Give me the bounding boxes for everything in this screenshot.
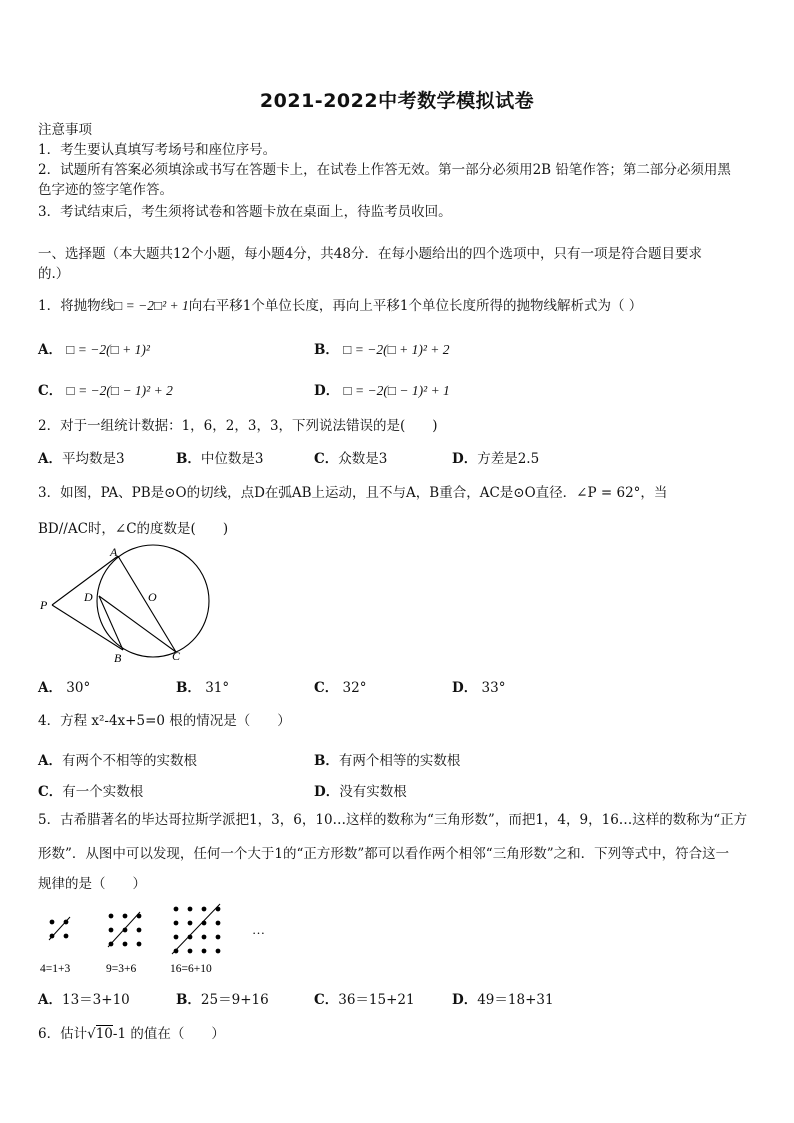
caption-2: 9=3+6	[106, 963, 137, 975]
q6-prefix: 6．估计	[38, 1026, 88, 1042]
notice-item: 1．考生要认真填写考场号和座位序号。	[38, 142, 277, 158]
page-title: 2021-2022中考数学模拟试卷	[259, 90, 535, 112]
q1-option-b[interactable]: B． □ = −2(□ + 1)² + 2	[314, 342, 450, 358]
q3-option-c[interactable]: C． 32°	[314, 680, 367, 696]
label-b: B	[114, 651, 122, 665]
q5-option-b[interactable]: B．25＝9+16	[176, 992, 269, 1008]
q2-option-c[interactable]: C．众数是3	[314, 451, 388, 467]
sqrt-sign: √	[87, 1026, 96, 1042]
question-1	[38, 296, 642, 316]
q6-radicand: 10	[95, 1026, 113, 1042]
q1-formula: □ = −2□² + 1	[114, 298, 189, 313]
notice-item: 3．考试结束后，考生须将试卷和答题卡放在桌面上，待监考员收回。	[38, 204, 452, 220]
question-5-cont2: 规律的是（ ）	[38, 876, 146, 892]
notice-item: 色字迹的签字笔作答。	[38, 182, 173, 198]
figure-ellipsis: …	[252, 922, 265, 937]
q4-option-c[interactable]: C．有一个实数根	[38, 784, 144, 800]
square-2x2	[49, 917, 70, 940]
question-3-cont: BD//AC时，∠C的度数是( )	[38, 521, 229, 537]
tangent-pb	[52, 605, 123, 650]
square-4x4	[172, 904, 220, 954]
q2-option-b[interactable]: B．中位数是3	[176, 451, 264, 467]
question-3: 3．如图，PA、PB是⊙O的切线，点D在弧AB上运动，且不与A，B重合，AC是⊙O直径．∠P = 62°，当	[38, 485, 668, 501]
q4-option-a[interactable]: A．有两个不相等的实数根	[38, 753, 197, 769]
label-a: A	[110, 545, 118, 559]
q2-option-a[interactable]: A．平均数是3	[38, 451, 125, 467]
section-heading: 一、选择题（本大题共12个小题，每小题4分，共48分．在每小题给出的四个选项中，只有一项是符合题目要求	[38, 246, 702, 262]
q1-option-c[interactable]: C． □ = −2(□ − 1)² + 2	[38, 383, 173, 399]
square-3x3	[108, 912, 141, 947]
q5-dot-figure	[36, 900, 276, 980]
q4-option-b[interactable]: B．有两个相等的实数根	[314, 753, 461, 769]
q3-option-d[interactable]: D． 33°	[452, 680, 506, 696]
diameter-ac	[118, 556, 176, 652]
label-p: P	[40, 598, 48, 612]
q5-option-a[interactable]: A．13＝3+10	[38, 992, 130, 1008]
q5-option-c[interactable]: C．36＝15+21	[314, 992, 415, 1008]
q1-stem-rest: 向右平移1个单位长度，再向上平移1个单位长度所得的抛物线解析式为（ ）	[188, 298, 643, 314]
chord-dc	[99, 596, 176, 652]
label-o: O	[148, 590, 157, 604]
caption-3: 16=6+10	[170, 963, 212, 975]
notice-heading: 注意事项	[38, 122, 92, 138]
question-4: 4．方程 x²-4x+5=0 根的情况是（ ）	[38, 713, 291, 729]
q3-option-b[interactable]: B． 31°	[176, 680, 230, 696]
caption-1: 4=1+3	[40, 963, 71, 975]
q5-option-d[interactable]: D．49＝18+31	[452, 992, 554, 1008]
question-2: 2．对于一组统计数据：1，6，2，3，3，下列说法错误的是( )	[38, 418, 438, 434]
question-6	[38, 1024, 225, 1044]
q1-option-a[interactable]: A． □ = −2(□ + 1)²	[38, 342, 150, 358]
q3-option-a[interactable]: A． 30°	[38, 680, 91, 696]
question-5: 5．古希腊著名的毕达哥拉斯学派把1，3，6，10…这样的数称为“三角形数”，而把1，4，9，16…这样的数称为“正方	[38, 812, 748, 828]
label-c: C	[172, 649, 181, 663]
q4-option-d[interactable]: D．没有实数根	[314, 784, 407, 800]
q1-stem: 1．将抛物线	[38, 298, 115, 314]
q1-option-d[interactable]: D． □ = −2(□ − 1)² + 1	[314, 383, 450, 399]
q2-option-d[interactable]: D．方差是2.5	[452, 451, 540, 467]
notice-item: 2．试题所有答案必须填涂或书写在答题卡上，在试卷上作答无效。第一部分必须用2B 铅笔作答；第二部分必须用黑	[38, 162, 731, 178]
q6-suffix: -1 的值在（ ）	[112, 1026, 225, 1042]
label-d: D	[84, 590, 93, 604]
question-5-cont: 形数”．从图中可以发现，任何一个大于1的“正方形数”都可以看作两个相邻“三角形数”之和．下列等式中，符合这一	[38, 846, 730, 862]
section-heading-cont: 的.）	[38, 266, 70, 282]
q3-circle-figure	[36, 544, 216, 670]
